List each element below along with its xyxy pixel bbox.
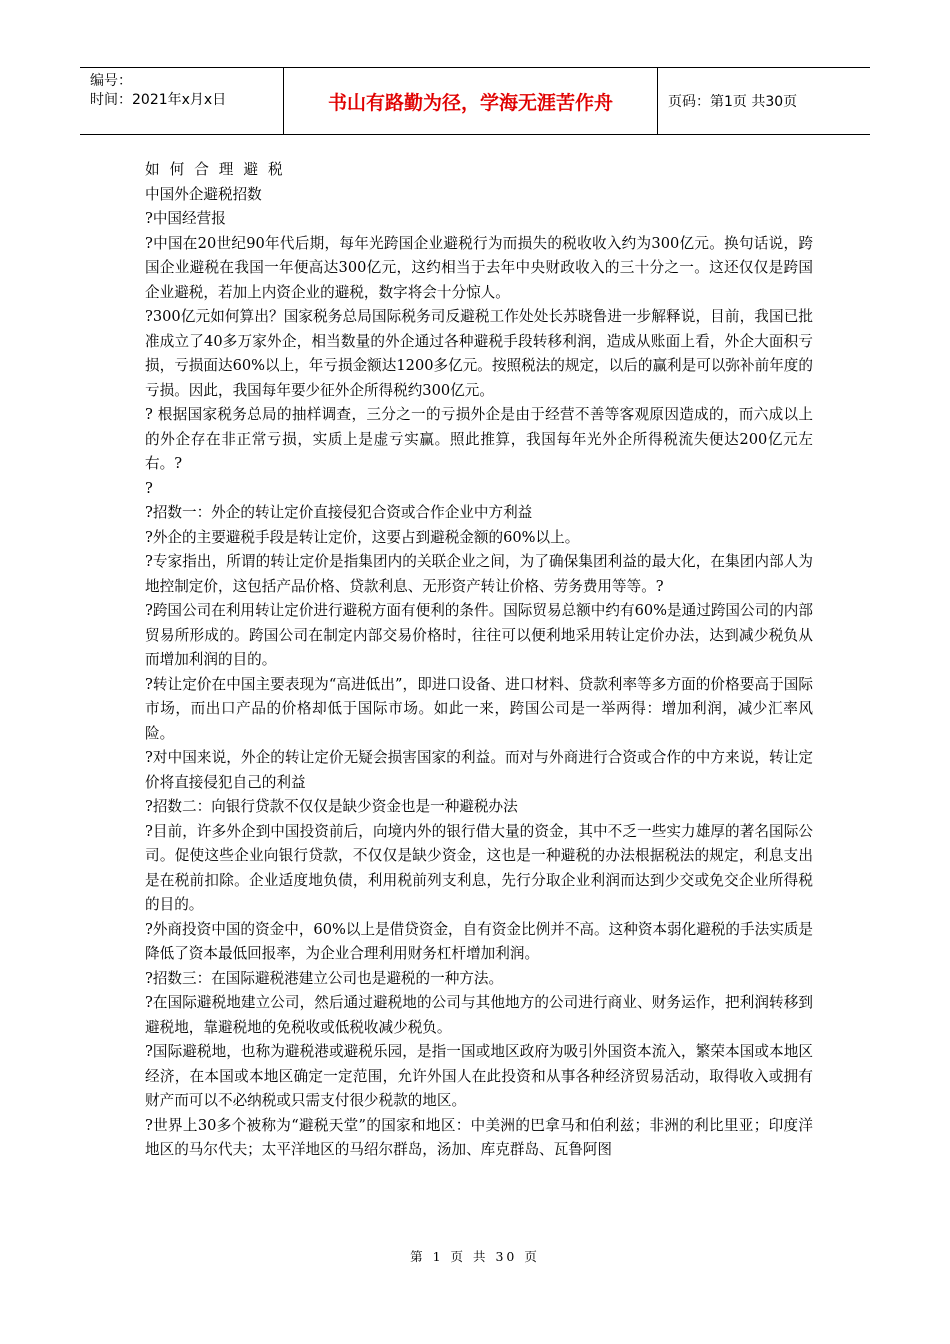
paragraph: ? 根据国家税务总局的抽样调查，三分之一的亏损外企是由于经营不善等客观原因造成的，而六成以上的外企存在非正常亏损，实质上是虚亏实赢。照此推算，我国每年光外企所得税流失便达200亿元左右。? <box>145 406 813 472</box>
paragraph: ?招数三：在国际避税港建立公司也是避税的一种方法。 <box>145 969 504 987</box>
page-header <box>80 67 870 135</box>
paragraph: ? <box>145 479 153 497</box>
paragraph: ?在国际避税地建立公司，然后通过避税地的公司与其他地方的公司进行商业、财务运作，把利润转移到避税地，靠避税地的免税收或低税收减少税负。 <box>145 994 813 1036</box>
header-motto: 书山有路勤为径，学海无涯苦作舟 <box>284 68 658 134</box>
paragraph: ?招数二：向银行贷款不仅仅是缺少资金也是一种避税办法 <box>145 798 518 815</box>
paragraph: ?招数一：外企的转让定价直接侵犯合资或合作企业中方利益 <box>145 504 533 521</box>
header-page-label: 页码：第1页 共30页 <box>668 94 798 110</box>
article-body <box>145 158 813 1163</box>
paragraph: ?外商投资中国的资金中，60%以上是借贷资金，自有资金比例并不高。这种资本弱化避税的手法实质是降低了资本最低回报率，为企业合理利用财务杠杆增加利润。 <box>145 920 813 962</box>
paragraph: ?对中国来说，外企的转让定价无疑会损害国家的利益。而对与外商进行合资或合作的中方来说，转让定价将直接侵犯自己的利益 <box>145 749 813 791</box>
paragraph: 中国外企避税招数 <box>145 185 262 203</box>
page-footer: 第 1 页 共 30 页 <box>410 1249 540 1264</box>
header-meta <box>80 68 284 134</box>
number-label: 编号： <box>90 73 132 89</box>
paragraph: ?中国经营报 <box>145 210 226 227</box>
paragraph: ?外企的主要避税手段是转让定价，这要占到避税金额的60%以上。 <box>145 528 580 546</box>
paragraph: ?300亿元如何算出？国家税务总局国际税务司反避税工作处处长苏晓鲁进一步解释说，目前，我国已批准成立了40多万家外企，相当数量的外企通过各种避税手段转移利润，造成从账面上看，外企大面积亏损，亏损面达60%以上，年亏损金额达1200多亿元。按照税法的规定，以后的赢利是可以弥补前年度的亏损。因此，我国每年要少征外企所得税约300亿元。 <box>145 308 813 399</box>
paragraph: ?国际避税地，也称为避税港或避税乐园，是指一国或地区政府为吸引外国资本流入，繁荣本国或本地区经济，在本国或本地区确定一定范围，允许外国人在此投资和从事各种经济贸易活动，取得收入或拥有财产而可以不必纳税或只需支付很少税款的地区。 <box>145 1043 813 1109</box>
paragraph: ?跨国公司在利用转让定价进行避税方面有便利的条件。国际贸易总额中约有60%是通过跨国公司的内部贸易所形成的。跨国公司在制定内部交易价格时，往往可以便利地采用转让定价办法，达到减少税负从而增加利润的目的。 <box>145 602 813 668</box>
article-title: 如何合理避税 <box>145 161 293 178</box>
article-paragraphs <box>145 183 813 1163</box>
paragraph: ?转让定价在中国主要表现为“高进低出”，即进口设备、进口材料、贷款利率等多方面的价格要高于国际市场，而出口产品的价格却低于国际市场。如此一来，跨国公司是一举两得：增加利润，减少汇率风险。 <box>145 675 813 742</box>
paragraph: ?专家指出，所谓的转让定价是指集团内的关联企业之间，为了确保集团利益的最大化，在集团内部人为地控制定价，这包括产品价格、贷款利息、无形资产转让价格、劳务费用等等。? <box>145 553 813 595</box>
time-label: 时间：2021年x月x日 <box>90 92 227 108</box>
paragraph: ?世界上30多个被称为“避税天堂”的国家和地区：中美洲的巴拿马和伯利兹；非洲的利比里亚；印度洋地区的马尔代夫；太平洋地区的马绍尔群岛，汤加、库克群岛、瓦鲁阿图 <box>145 1116 813 1158</box>
paragraph: ?中国在20世纪90年代后期，每年光跨国企业避税行为而损失的税收收入约为300亿元。换句话说，跨国企业避税在我国一年便高达300亿元，这约相当于去年中央财政收入的三十分之一。这还仅仅是跨国企业避税，若加上内资企业的避税，数字将会十分惊人。 <box>145 234 813 301</box>
paragraph: ?目前，许多外企到中国投资前后，向境内外的银行借大量的资金，其中不乏一些实力雄厚的著名国际公司。促使这些企业向银行贷款，不仅仅是缺少资金，这也是一种避税的办法根据税法的规定，利息支出是在税前扣除。企业适度地负债，利用税前列支利息，先行分取企业利润而达到少交或免交企业所得税的目的。 <box>145 822 813 913</box>
